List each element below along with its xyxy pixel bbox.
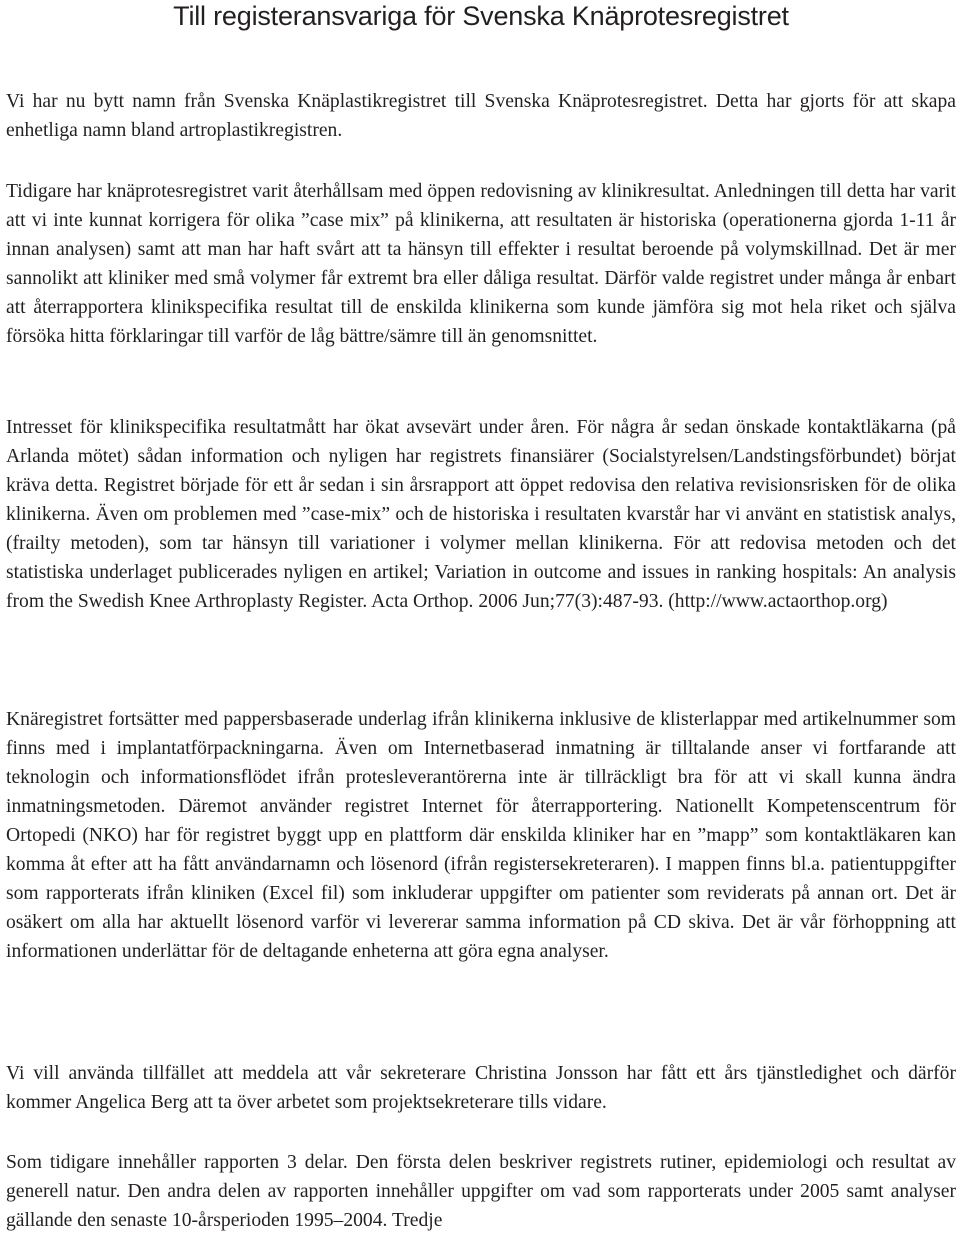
paragraph-staff-change: Vi vill använda tillfället att meddela att vår sekreterare Christina Jonsson har fått ett års tjänstledighet och därför kommer Angelica Berg att ta över arbetet som projektsekreterare tills vidare. bbox=[6, 1063, 956, 1113]
paragraph-data-collection: Knäregistret fortsätter med pappersbaserade underlag ifrån klinikerna inklusive de klisterlappar med artikelnummer som finns med i implantatförpackningarna. Även om Internetbaserad inmatning är tilltalande anser vi fortfarande att teknologin och informationsflödet ifrån protesleverantörerna inte är tillräckligt bra för att vi skall kunna ändra inmatningsmetoden. Däremot använder registret Internet för återrapportering. Nationellt Kompetenscentrum för Ortopedi (NKO) har för registret byggt upp en plattform där enskilda kliniker har en ”mapp” som kontaktläkaren kan komma åt efter att ha fått användarnamn och lösenord (ifrån registersekreteraren). I mappen finns bl.a. patientuppgifter som rapporterats ifrån kliniken (Excel fil) som inkluderar uppgifter om patienter som reviderats på annan ort. Det är osäkert om alla har aktuellt lösenord varför vi levererar samma information på CD skiva. Det är vår förhoppning att informationen underlättar för de deltagande enheterna att göra egna analyser. bbox=[6, 709, 956, 962]
document-page bbox=[6, 0, 956, 1231]
page-title: Till registeransvariga för Svenska Knäprotesregistret bbox=[173, 1, 789, 31]
paragraph-clinic-results: Intresset för klinikspecifika resultatmått har ökat avsevärt under åren. För några år sedan önskade kontaktläkarna (på Arlanda mötet) sådan information och nyligen har registrets finansiärer (Socialstyrelsen/Landstingsförbundet) börjat kräva detta. Registret började för ett år sedan i sin årsrapport att öppet redovisa den relativa revisionsrisken för de olika klinikerna. Även om problemen med ”case-mix” och de historiska i resultaten kvarstår har vi använt en statistisk analys, (frailty metoden), som tar hänsyn till variationer i volymer mellan klinikerna. För att redovisa metoden och det statistiska underlaget publicerades nyligen en artikel; Variation in outcome and issues in ranking hospitals: An analysis from the Swedish Knee Arthroplasty Register. Acta Orthop. 2006 Jun;77(3):487-93. (http://www.actaorthop.org) bbox=[6, 417, 956, 612]
paragraph-report-structure: Som tidigare innehåller rapporten 3 delar. Den första delen beskriver registrets rutiner, epidemiologi och resultat av generell natur. Den andra delen av rapporten innehåller uppgifter om vad som rapporterats under 2005 samt analyser gällande den senaste 10-årsperioden 1995–2004. Tredje bbox=[6, 1152, 956, 1231]
paragraph-name-change: Vi har nu bytt namn från Svenska Knäplastikregistret till Svenska Knäprotesregistret. Detta har gjorts för att skapa enhetliga namn bland artroplastikregistren. bbox=[6, 91, 956, 141]
paragraph-open-reporting: Tidigare har knäprotesregistret varit återhållsam med öppen redovisning av klinikresultat. Anledningen till detta har varit att vi inte kunnat korrigera för olika ”case mix” på klinikerna, att resultaten är historiska (operationerna gjorda 1-11 år innan analysen) samt att man har haft svårt att ta hänsyn till effekter i resultat beroende på volymskillnad. Det är mer sannolikt att kliniker med små volymer får extremt bra eller dåliga resultat. Därför valde registret under många år enbart att återrapportera klinikspecifika resultat till de enskilda klinikerna som kunde jämföra sig mot hela riket och själva försöka hitta förklaringar till varför de låg bättre/sämre till än genomsnittet. bbox=[6, 181, 956, 347]
